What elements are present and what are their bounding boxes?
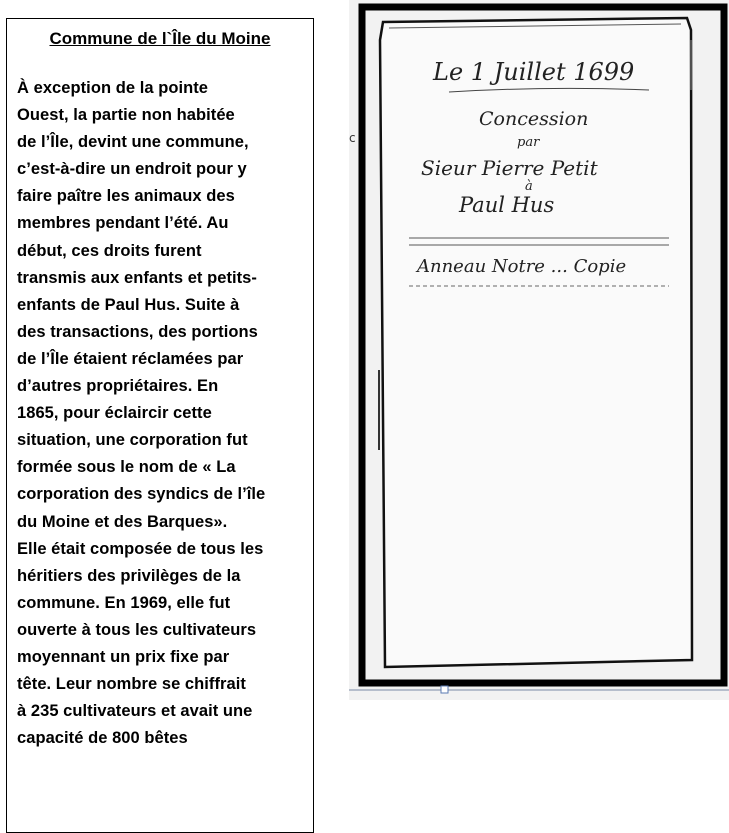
article-line: 1865, pour éclaircir cette [17, 404, 212, 423]
article-line: de l’Île, devint une commune, [17, 133, 249, 152]
article-line: transmis aux enfants et petits- [17, 268, 257, 287]
article-title: Commune de l`Île du Moine [49, 29, 271, 48]
article-line: enfants de Paul Hus. Suite à [17, 295, 240, 314]
article-line: tête. Leur nombre se chiffrait [17, 675, 246, 694]
document-line-paul-hus: Paul Hus [459, 193, 555, 217]
article-line: d’autres propriétaires. En [17, 377, 219, 396]
article-line: début, ces droits furent [17, 241, 202, 260]
document-line-sieur: Sieur Pierre Petit [421, 156, 598, 180]
article-line: des transactions, des portions [17, 322, 258, 341]
article-line: moyennant un prix fixe par [17, 647, 230, 666]
article-line: héritiers des privilèges de la [17, 566, 241, 585]
article-line: de l’Île étaient réclamées par [17, 349, 244, 368]
article-line: faire paître les animaux des [17, 187, 235, 206]
document-line-par: par [517, 135, 540, 150]
article-line: c’est-à-dire un endroit pour y [17, 160, 247, 179]
article-body [17, 75, 303, 752]
article-line: Ouest, la partie non habitée [17, 106, 235, 125]
article-line: formée sous le nom de « La [17, 458, 236, 477]
article-line: commune. En 1969, elle fut [17, 593, 231, 612]
article-line: du Moine et des Barques». [17, 512, 228, 531]
article-line: Elle était composée de tous les [17, 539, 264, 558]
article-line: membres pendant l’été. Au [17, 214, 229, 233]
article-line: à 235 cultivateurs et avait une [17, 702, 253, 721]
article-line: À exception de la pointe [17, 79, 208, 97]
document-line-copie: Anneau Notre ... Copie [417, 256, 627, 277]
document-line-a: à [525, 179, 533, 194]
resize-handle[interactable] [441, 686, 448, 693]
article-text-box [6, 18, 314, 833]
document-date: Le 1 Juillet 1699 [433, 58, 635, 86]
article-line: situation, une corporation fut [17, 431, 248, 450]
article-line: capacité de 800 bêtes [17, 729, 188, 748]
article-line: corporation des syndics de l’île [17, 485, 266, 504]
historical-document-image [349, 0, 729, 700]
scan-artifact: c [349, 131, 356, 145]
document-line-concession: Concession [479, 108, 589, 130]
article-line: ouverte à tous les cultivateurs [17, 620, 257, 639]
